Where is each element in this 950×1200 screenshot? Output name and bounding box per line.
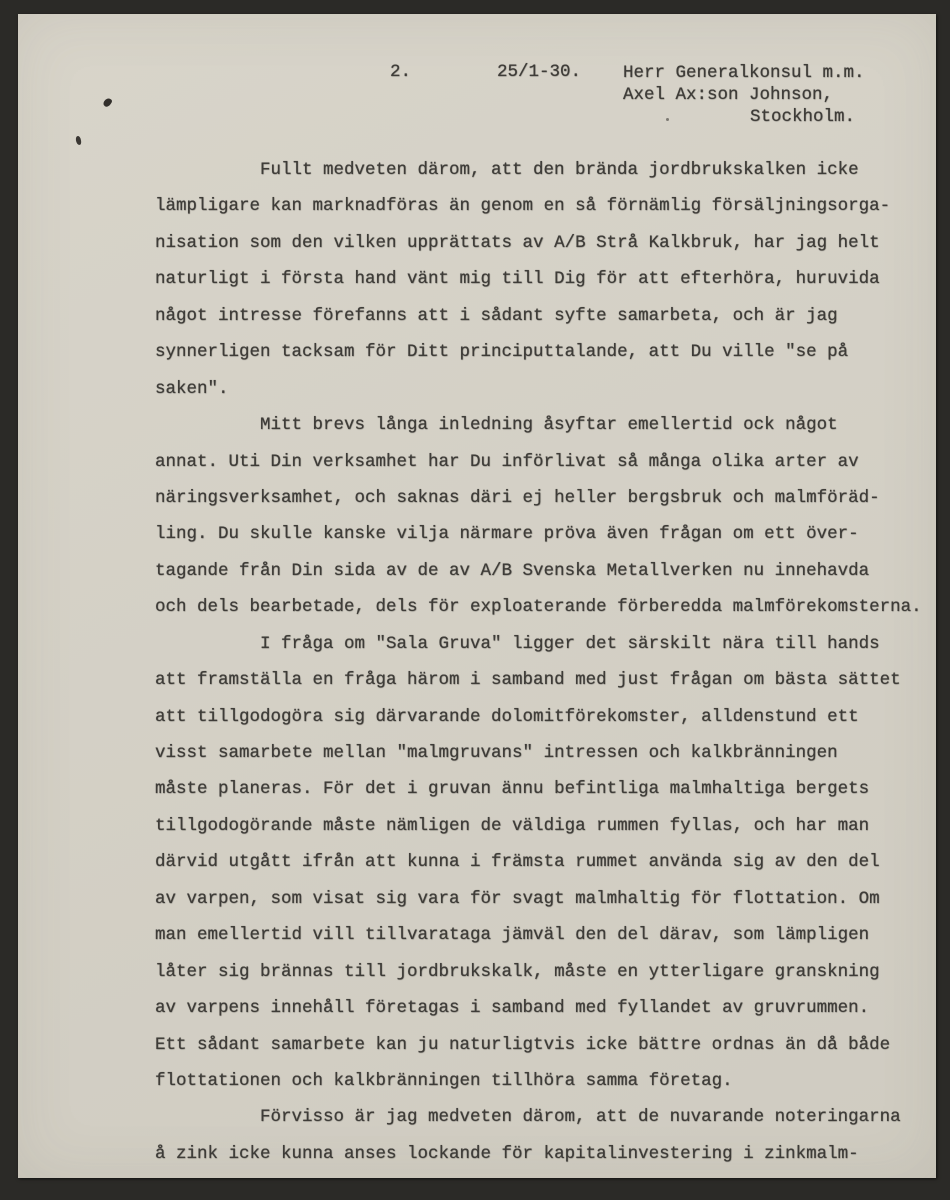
letter-line: att framställa en fråga härom i samband med just frågan om bästa sättet bbox=[155, 670, 901, 691]
recipient-line: Stockholm. bbox=[750, 107, 856, 127]
letter-line: näringsverksamhet, och saknas däri ej heller bergsbruk och malmföräd- bbox=[155, 487, 880, 508]
letter-line: man emellertid vill tillvarataga jämväl den del därav, som lämpligen bbox=[155, 925, 870, 946]
letter-line: något intresse förefanns att i sådant syfte samarbeta, och är jag bbox=[155, 305, 838, 326]
letter-line: å zink icke kunna anses lockande för kapitalinvestering i zinkmalm- bbox=[155, 1143, 859, 1164]
recipient-line: Herr Generalkonsul m.m. bbox=[623, 63, 865, 83]
letter-line: annat. Uti Din verksamhet har Du införlivat så många olika arter av bbox=[155, 451, 859, 472]
letter-line: I fråga om "Sala Gruva" ligger det särskilt nära till hands bbox=[260, 633, 880, 654]
letter-line: synnerligen tacksam för Ditt principuttalande, att Du ville "se på bbox=[155, 342, 849, 363]
letter-line: lämpligare kan marknadföras än genom en så förnämlig försäljningsorga- bbox=[155, 196, 891, 217]
letter-body bbox=[155, 152, 930, 1172]
letter-line: av varpen, som visat sig vara för svagt malmhaltig för flottation. Om bbox=[155, 888, 880, 909]
letter-line: tagande från Din sida av de av A/B Svenska Metallverken nu innehavda bbox=[155, 560, 870, 581]
letter-line: flottationen och kalkbränningen tillhöra samma företag. bbox=[155, 1070, 733, 1091]
letter-line: Mitt brevs långa inledning åsyftar emellertid ock något bbox=[260, 415, 838, 436]
letter-line: av varpens innehåll företagas i samband med fyllandet av gruvrummen. bbox=[155, 998, 870, 1019]
letter-line: Förvisso är jag medveten därom, att de nuvarande noteringarna bbox=[260, 1107, 901, 1128]
recipient-line: Axel Ax:son Johnson, bbox=[623, 85, 834, 105]
letter-line: måste planeras. För det i gruvan ännu befintliga malmhaltiga bergets bbox=[155, 779, 870, 800]
letter-date: 25/1-30. bbox=[497, 62, 582, 82]
letter-line: saken". bbox=[155, 378, 229, 399]
letter-line: därvid utgått ifrån att kunna i främsta rummet använda sig av den del bbox=[155, 852, 880, 873]
letter-line: att tillgodogöra sig därvarande dolomitförekomster, alldenstund ett bbox=[155, 706, 859, 727]
page-number: 2. bbox=[390, 62, 412, 82]
letter-line: Fullt medveten därom, att den brända jordbrukskalken icke bbox=[260, 160, 859, 180]
letter-line: nisation som den vilken upprättats av A/B Strå Kalkbruk, har jag helt bbox=[155, 232, 880, 253]
letter-paper bbox=[18, 14, 936, 1178]
ink-speck bbox=[102, 97, 113, 108]
ink-speck bbox=[75, 136, 81, 146]
letter-line: naturligt i första hand vänt mig till Dig för att efterhöra, huruvida bbox=[155, 269, 880, 290]
recipient-address bbox=[623, 62, 865, 128]
letter-line: låter sig brännas till jordbrukskalk, måste en ytterligare granskning bbox=[155, 961, 880, 982]
letter-line: Ett sådant samarbete kan ju naturligtvis icke bättre ordnas än då både bbox=[155, 1034, 891, 1055]
letter-line: tillgodogörande måste nämligen de väldiga rummen fyllas, och har man bbox=[155, 815, 870, 836]
letter-line: visst samarbete mellan "malmgruvans" intressen och kalkbränningen bbox=[155, 743, 838, 763]
letter-line: och dels bearbetade, dels för exploaterande förberedda malmförekomsterna. bbox=[155, 597, 922, 618]
letter-line: ling. Du skulle kanske vilja närmare pröva även frågan om ett över- bbox=[155, 524, 859, 545]
